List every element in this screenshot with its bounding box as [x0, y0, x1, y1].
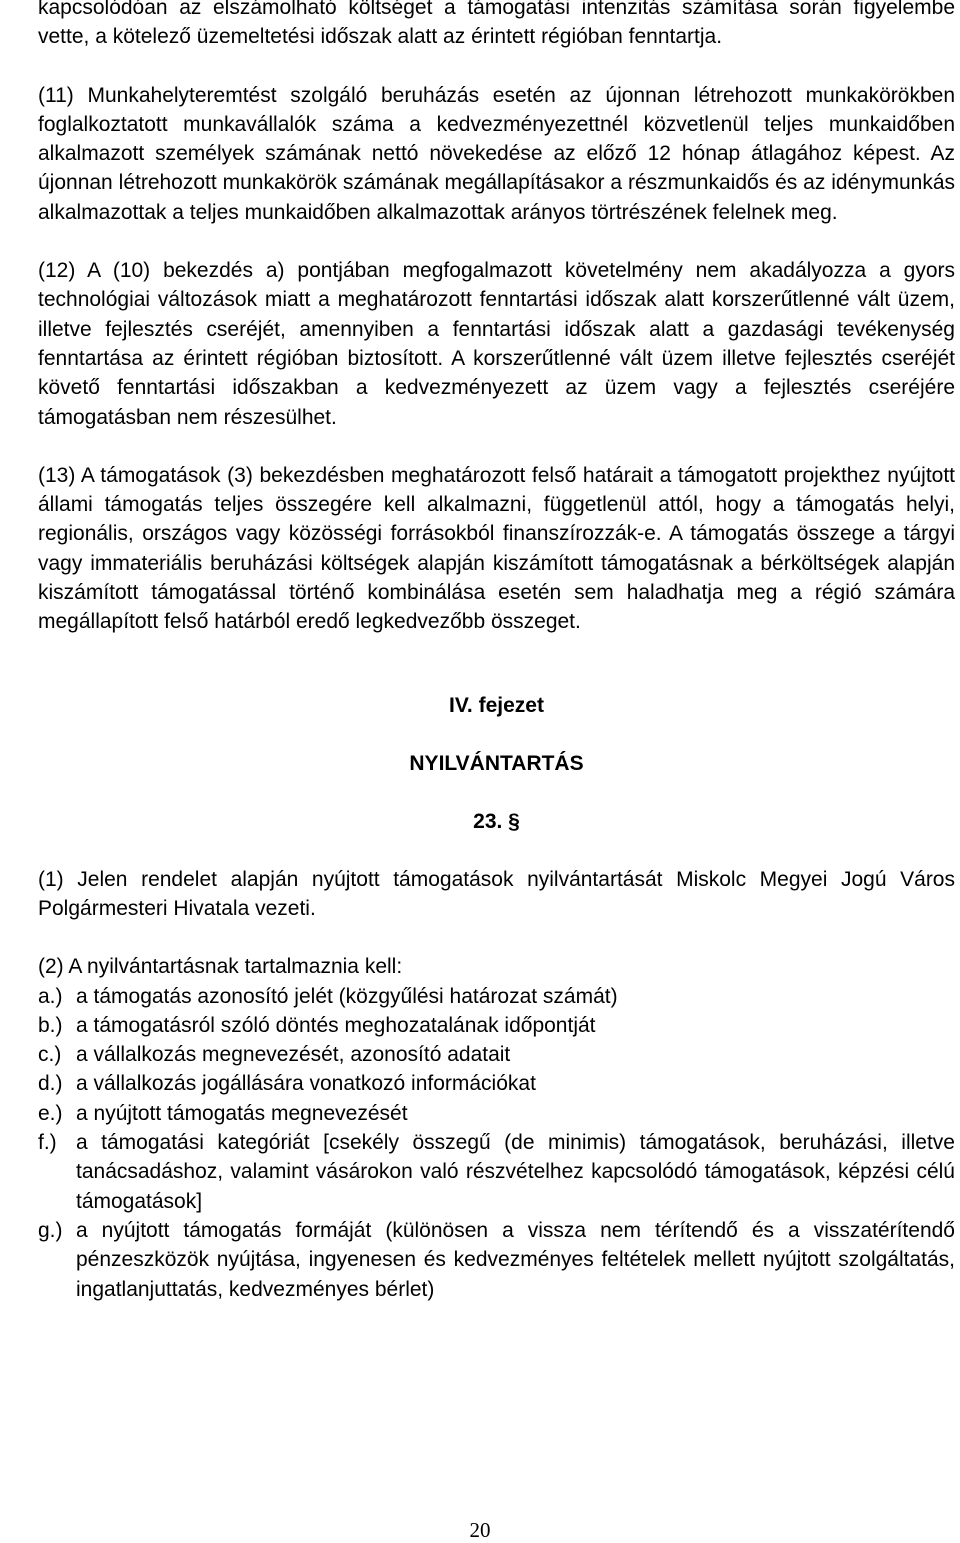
- list-item: [38, 1069, 955, 1098]
- list-item: [38, 1099, 955, 1128]
- list-item-text: a vállalkozás megnevezését, azonosító adatait: [76, 1043, 511, 1067]
- list-item: [38, 1011, 955, 1040]
- list-item-label: d.): [38, 1072, 63, 1096]
- list-item-text: a nyújtott támogatás formáját (különösen a vissza nem térítendő és a visszatérítendő pénzeszközök nyújtása, ingyenesen és kedvezményes feltételek mellett nyújtott szolgáltatás, ingatlanjuttatás, kedvezményes bérlet): [76, 1218, 955, 1301]
- list-item-label: f.): [38, 1131, 57, 1155]
- list-item-label: a.): [38, 984, 63, 1008]
- list-item-label: b.): [38, 1013, 63, 1037]
- record-contents-list: [38, 982, 955, 1304]
- list-item-label: e.): [38, 1101, 63, 1125]
- list-item-text: a vállalkozás jogállására vonatkozó információkat: [76, 1072, 536, 1096]
- chapter-title: NYILVÁNTARTÁS: [409, 751, 584, 775]
- section-23-paragraph-2-intro: (2) A nyilvántartásnak tartalmaznia kell:: [38, 955, 403, 979]
- paragraph-13: (13) A támogatások (3) bekezdésben meghatározott felső határait a támogatott projekthez nyújtott állami támogatás teljes összegére kell alkalmazni, függetlenül attól, hogy a támogatás helyi, regionális, országos vagy közösségi forrásokból finanszírozzák-e. A támogatás összege a tárgyi vagy immateriális beruházási költségek alapján kiszámított támogatásnak a bérköltségek alapján kiszámított támogatással történő kombinálása esetén sem haladhatja meg a régió számára megállapított felső határból eredő legkedvezőbb összeget.: [38, 463, 955, 634]
- list-item-text: a támogatásról szóló döntés meghozatalának időpontját: [76, 1013, 596, 1037]
- list-item: [38, 1216, 955, 1304]
- paragraph-10-continuation: kapcsolódóan az elszámolható költséget a támogatási intenzitás számítása során figyelembe vette, a kötelező üzemeltetési időszak alatt az érintett régióban fenntartja.: [38, 0, 955, 49]
- paragraph-12: (12) A (10) bekezdés a) pontjában megfogalmazott követelmény nem akadályozza a gyors technológiai változások miatt a meghatározott fenntartási időszak alatt korszerűtlenné vált üzem, illetve fejlesztés cseréjét, amennyiben a fenntartási időszak alatt a gazdasági tevékenység fenntartása az érintett régióban biztosított. A korszerűtlenné vált üzem illetve fejlesztés cseréjét követő fenntartási időszakban a kedvezményezett az üzem vagy a fejlesztés cseréjére támogatásban nem részesülhet.: [38, 259, 955, 429]
- list-item-text: a támogatási kategóriát [csekély összegű (de minimis) támogatások, beruházási, illetve tanácsadáshoz, valamint vásárokon való részvételhez kapcsolódó támogatások, képzési célú támogatások]: [76, 1131, 955, 1213]
- section-23-paragraph-1: (1) Jelen rendelet alapján nyújtott támogatások nyilvántartását Miskolc Megyei Jogú Város Polgármesteri Hivatala vezeti.: [38, 867, 955, 920]
- list-item: [38, 982, 955, 1011]
- paragraph-11: (11) Munkahelyteremtést szolgáló beruházás esetén az újonnan létrehozott munkakörökben foglalkoztatott munkavállalók száma a kedvezményezettnél közvetlenül teljes munkaidőben alkalmazott személyek számának nettó növekedése az előző 12 hónap átlagához képest. Az újonnan létrehozott munkakörök számának megállapításakor a részmunkaidős és az idénymunkás alkalmazottak a teljes munkaidőben alkalmazottak arányos törtrészének felelnek meg.: [38, 83, 955, 224]
- list-item: [38, 1040, 955, 1069]
- list-item: [38, 1128, 955, 1216]
- document-page: [38, 0, 955, 1304]
- list-item-label: g.): [38, 1218, 63, 1242]
- section-number: 23. §: [473, 809, 520, 833]
- list-item-text: a támogatás azonosító jelét (közgyűlési határozat számát): [76, 984, 618, 1008]
- chapter-number: IV. fejezet: [449, 693, 544, 717]
- page-number: 20: [469, 1518, 491, 1542]
- list-item-label: c.): [38, 1043, 62, 1067]
- list-item-text: a nyújtott támogatás megnevezését: [76, 1101, 408, 1125]
